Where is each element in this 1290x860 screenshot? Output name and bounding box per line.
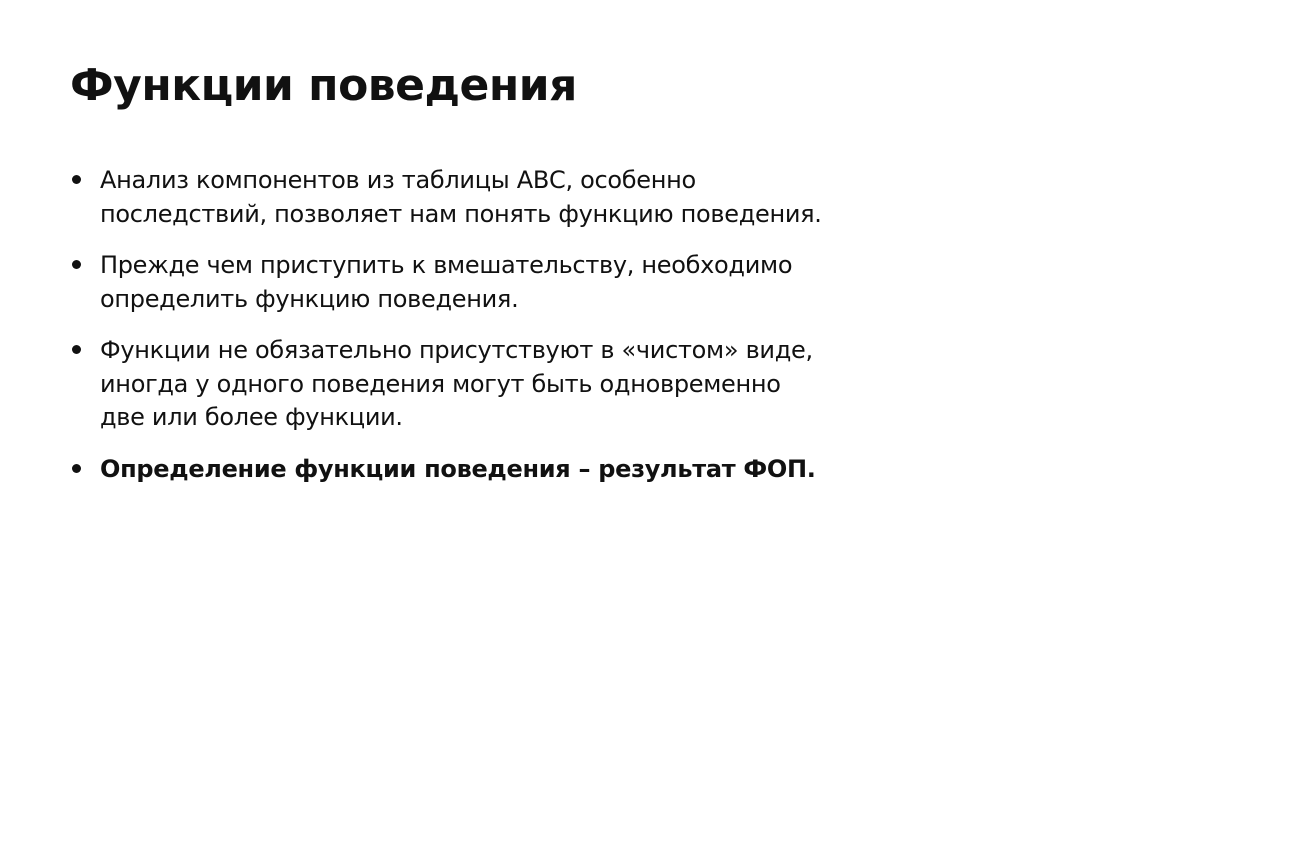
bullet-item bbox=[70, 249, 830, 316]
bullet-text: Определение функции поведения – результат ФОП. bbox=[100, 454, 816, 483]
bullet-text: Функции не обязательно присутствуют в «чистом» виде, иногда у одного поведения могут быть одновременно две или более функции. bbox=[100, 336, 813, 431]
bullet-item-conclusion bbox=[70, 453, 830, 487]
bullet-dot-icon bbox=[72, 464, 81, 473]
bullet-dot-icon bbox=[72, 260, 81, 269]
bullet-text: Анализ компонентов из таблицы АВС, особенно последствий, позволяет нам понять функцию поведения. bbox=[100, 166, 822, 228]
bullet-item bbox=[70, 164, 830, 231]
bullet-dot-icon bbox=[72, 175, 81, 184]
slide-title: Функции поведения bbox=[70, 60, 577, 111]
bullet-item bbox=[70, 334, 830, 435]
bullet-dot-icon bbox=[72, 345, 81, 354]
bullet-text: Прежде чем приступить к вмешательству, необходимо определить функцию поведения. bbox=[100, 251, 793, 313]
bullet-list bbox=[70, 164, 830, 504]
